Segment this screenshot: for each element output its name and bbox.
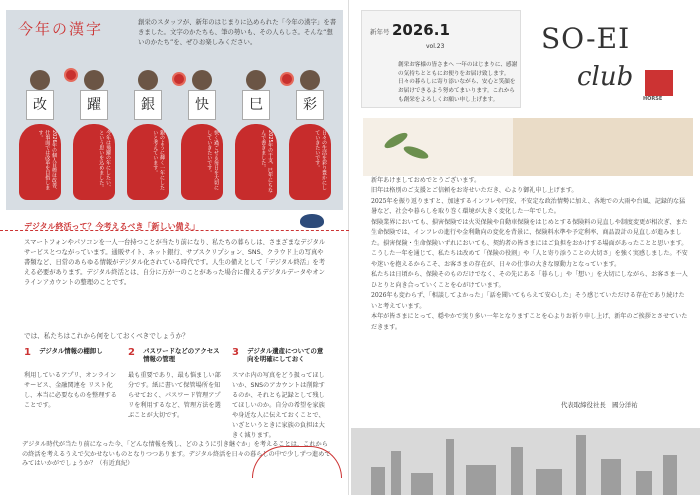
greeting-text: 創栄お客様の皆さまへ 一年のはじまりに、感謝の気持ちとともにお便りをお届け致します。日々の暮らしに寄り添いながら、安心と笑顔をお届けできるよう努めてまいります。これからも創栄をよろしくお願い申し上げます。: [398, 62, 518, 103]
kanji-comment: 2026年の個人目標は改善、仕事面では改革を目指します。: [19, 124, 61, 200]
kanji-comment: 銀のように輝く一年にしたいと考えています。: [127, 124, 169, 200]
message-paragraph: 本年が皆さまにとって、穏やかで実り多い一年となりますことを心よりお祈り申し上げ、新年のご挨拶とさせていただきます。: [371, 313, 688, 331]
building-icon: [371, 467, 385, 495]
kanji-title: 今年の漢字: [18, 20, 104, 38]
building-icon: [411, 473, 433, 495]
person-photo: [192, 70, 212, 90]
person-photo: [30, 70, 50, 90]
column-title: デジタル遺産についての意向を明確にしておく: [247, 347, 324, 364]
signature: 代表取締役社長 國分洋祐: [561, 401, 638, 409]
kanji-comment: 快く過ごせる毎日を大切にしていきたいです。: [181, 124, 223, 200]
kanji-section: [6, 10, 343, 210]
kanji-char: 巳: [242, 90, 270, 120]
building-icon: [663, 455, 677, 495]
kanji-intro: 創栄のスタッフが、新年のはじまりに込められた「今年の漢字」を書きました。文字のかたちも、筆の勢いも、その人らしさ。そんな“想いのかたち”を、ぜひお楽しみください。: [138, 18, 337, 46]
kanji-char: 彩: [296, 90, 324, 120]
column-number: 1: [24, 347, 31, 358]
dx-footer-note: デジタル時代が当たり前になった今、「どんな情報を残し、どのように引き継ぐか」を考えることは、これからの終活を考えるうえで欠かせないものとなりつつあります。デジタル終活を日々の暮らしの中で少しずつ進めてみてはいかがでしょうか？（有近真紀）: [22, 441, 331, 468]
message-paragraph: 保険業界においても、損害保険では火災保険や自動車保険をはじめとする保険料の見直しや制度変更が相次ぎ、また生命保険では、インフレの進行や金利動向の変化を背景に、保険料水準や予定利率、商品設計の見直しが進みました。損害保険・生命保険いずれにおいても、契約者の皆さまにはご負担をおかけする場面があったことと思います。: [371, 218, 688, 247]
camellia-icon: [282, 74, 292, 84]
thread-art: [513, 118, 693, 176]
dx-heading: デジタル終活って？今考えるべき「新しい備え」: [24, 222, 200, 231]
dx-body: スマートフォンやパソコンを一人一台持つことが当たり前になり、私たちの暮らしは、さまざまなデジタルサービスとつながっています。通販サイト、ネット銀行、サブスクリプション、SNS、クラウド上の写真や書類など、日常のあらゆる情報がデジタル化されている時代です。人生の備えとして「デジタル終活」を考える必要があります。デジタル終活とは、自分に万が一のことがあった場合に備えるデジタルデータやオンラインアカウントの整理のことです。: [24, 239, 326, 287]
building-icon: [391, 451, 401, 495]
horse-logo-icon: [645, 70, 673, 96]
camellia-icon: [66, 70, 76, 80]
logo-text: HORSE: [643, 96, 663, 102]
building-icon: [466, 465, 496, 495]
left-page: [0, 0, 349, 495]
column-body: スマホ内の写真をどう扱ってほしいか、SNSのアカウントは削除するのか、それとも記録として残してほしいのか。自分の希望を家族や身近な人に伝えておくことで、いざというときに家族の負担は大きく減ります。: [232, 372, 325, 439]
kanji-comment: 今年は飛躍の年にしたい、という思いを込めました。: [73, 124, 115, 200]
dx-question: では、私たちはこれから何をしておくべきでしょうか？: [24, 332, 189, 340]
person-photo: [300, 70, 320, 90]
bird-icon: [300, 214, 324, 228]
message-paragraph: 私たちは日頃から、保険そのものだけでなく、その先にある「暮らし」や「想い」を大切にしながら、お客さま一人ひとりと向き合っていくことを心がけています。: [371, 271, 688, 289]
message-paragraph: 2026年も変わらず、「相談してよかった」「話を聞いてもらえて安心した」そう感じていただける存在であり続けたいと考えています。: [371, 292, 685, 310]
column-number: 3: [232, 347, 239, 358]
person-card: [286, 58, 334, 206]
column-number: 2: [128, 347, 135, 358]
column-body: 利用しているアプリ、オンラインサービス、金融関連を リスト化し、本当に必要なものを整理することです。: [24, 372, 117, 409]
person-photo: [138, 70, 158, 90]
kanji-comment: 2025年の干支、巳年にちなんで書きました。: [235, 124, 277, 200]
kanji-comment: 日々の生活を彩り豊かにしていきたいです。: [289, 124, 331, 200]
message-paragraph: 新年あけましておめでとうございます。: [371, 177, 481, 184]
building-icon: [601, 459, 621, 495]
kanji-char: 躍: [80, 90, 108, 120]
person-photo: [246, 70, 266, 90]
tower-icon: [576, 435, 586, 495]
dx-column: [232, 347, 330, 440]
issue-card: [361, 10, 521, 108]
message-paragraph: 旧年は格別のご支援とご信頼をお寄せいただき、心より御礼申し上げます。: [371, 187, 578, 195]
building-icon: [511, 447, 523, 495]
column-body: 最も重要であり、最も悩ましい部分です。紙に書いて保管場所を知らせておく、パスワード管理アプリを利用するなど、管理方法を選ぶことが大切です。: [128, 372, 221, 419]
building-icon: [536, 469, 562, 495]
message-paragraph: 2025年を振り返りますと、加速するインフレや円安、不安定な政治情勢に加え、各地での大雨や台風、記録的な猛暑など、社会や暮らしを取り巻く環境が大きく変化した一年でした。: [371, 197, 686, 216]
person-card: [70, 58, 118, 206]
building-icon: [636, 471, 652, 495]
new-year-message: [371, 176, 689, 333]
issue-date: 2026.1: [392, 21, 450, 39]
city-skyline: [351, 428, 700, 495]
brand-subtitle: club: [577, 62, 634, 92]
column-title: パスワードなどのアクセス情報の管理: [143, 347, 220, 364]
person-card: [232, 58, 280, 206]
kanji-char: 快: [188, 90, 216, 120]
brand-title: SO-EI: [541, 22, 631, 55]
message-paragraph: こうした一年を通じて、私たちは改めて「保険の役割」や「人と寄り添うことの大切さ」を強く実感しました。不安や迷いを抱えるからこそ、お客さまの存在が、日々の仕事の大きな原動力となっています。: [371, 250, 688, 268]
person-photo: [84, 70, 104, 90]
right-page: [351, 0, 700, 495]
dx-column: [128, 347, 226, 421]
leaf-icon: [402, 144, 430, 161]
header-artwork: [363, 118, 693, 176]
person-card: [178, 58, 226, 206]
kanji-char: 改: [26, 90, 54, 120]
issue-label: 新年号: [370, 28, 390, 36]
kanji-char: 銀: [134, 90, 162, 120]
camellia-icon: [174, 74, 184, 84]
dx-column: [24, 347, 122, 411]
tower-icon: [446, 439, 454, 495]
issue-volume: vol.23: [426, 43, 445, 50]
person-card: [124, 58, 172, 206]
person-card: [16, 58, 64, 206]
column-title: デジタル情報の棚卸し: [39, 347, 103, 355]
